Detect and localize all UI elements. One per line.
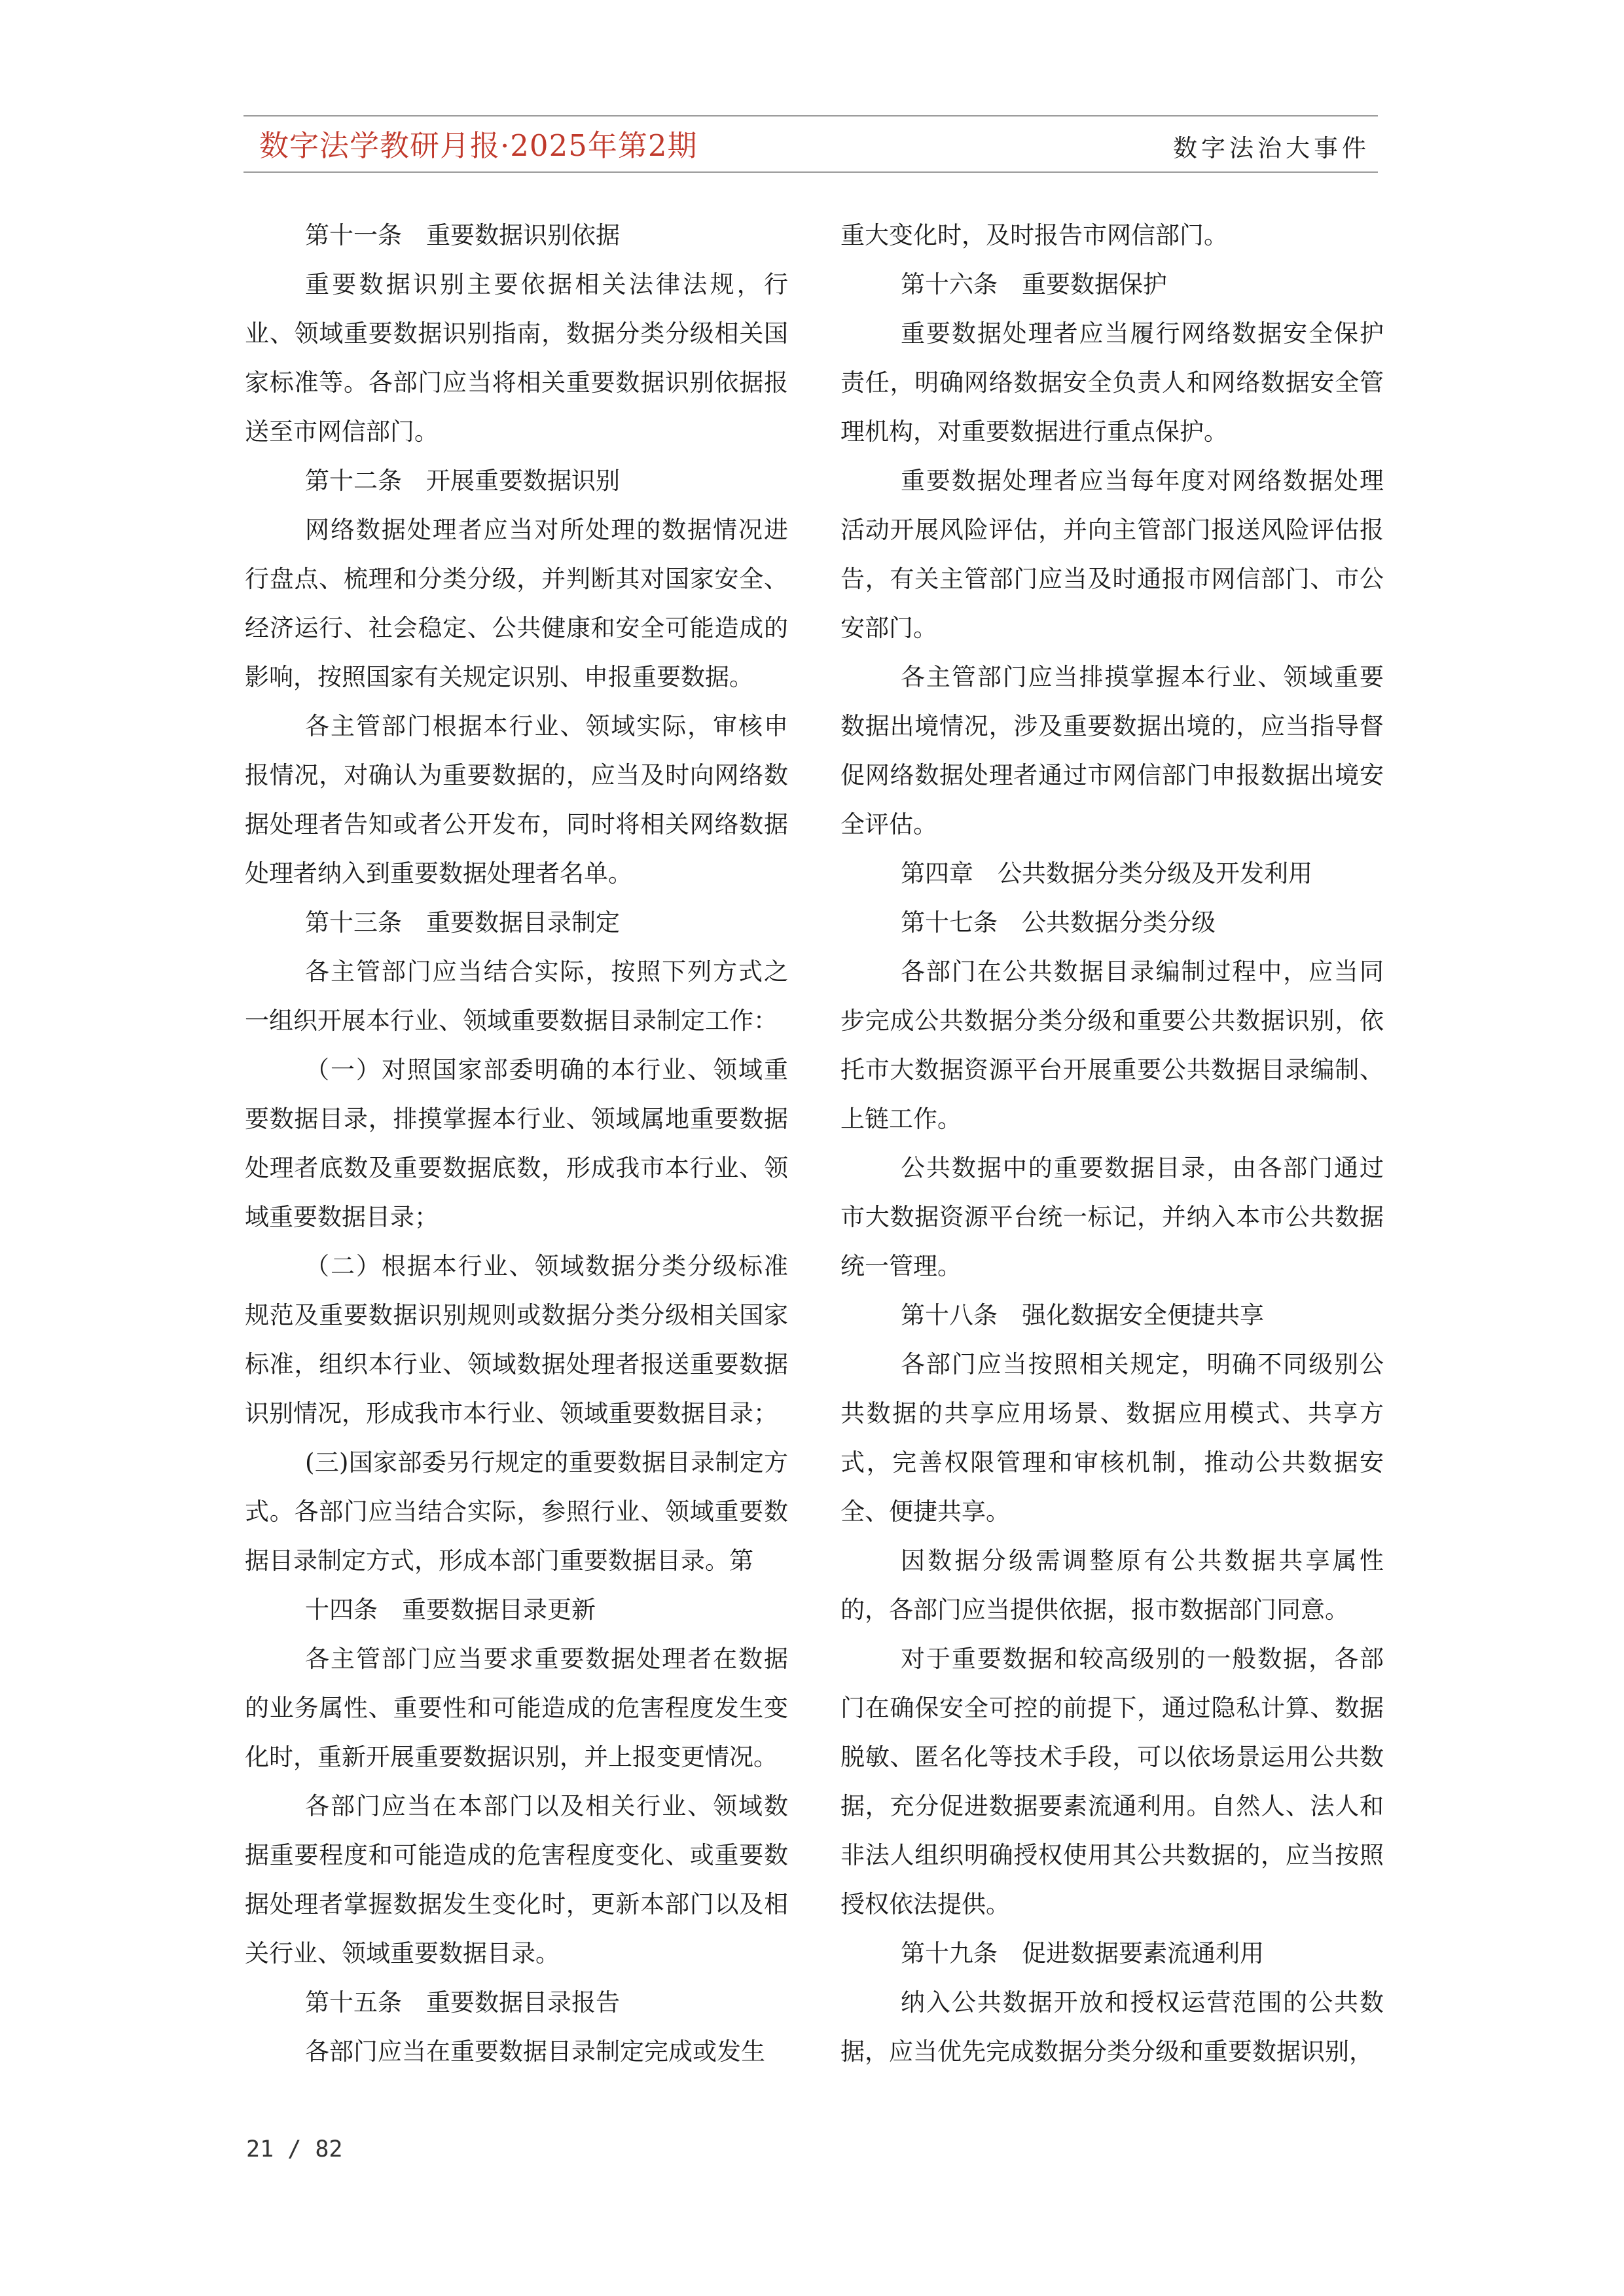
paragraph: 各主管部门应当结合实际，按照下列方式之一组织开展本行业、领域重要数据目录制定工作： bbox=[245, 958, 788, 1035]
paragraph: 重要数据处理者应当每年度对网络数据处理活动开展风险评估，并向主管部门报送风险评估报告，有关主管部门应当及时通报市网信部门、市公安部门。 bbox=[840, 467, 1384, 642]
section-title: 数字法治大事件 bbox=[1173, 134, 1370, 162]
header-top-rule bbox=[244, 115, 1378, 117]
journal-title: 数字法学教研月报·2025年第2期 bbox=[259, 128, 698, 163]
header-bottom-rule bbox=[244, 171, 1378, 173]
paragraph: 重要数据处理者应当履行网络数据安全保护责任，明确网络数据安全负责人和网络数据安全管理机构，对重要数据进行重点保护。 bbox=[840, 319, 1384, 446]
article-heading: 十四条 重要数据目录更新 bbox=[305, 1596, 596, 1624]
paragraph: 公共数据中的重要数据目录，由各部门通过市大数据资源平台统一标记，并纳入本市公共数据统一管理。 bbox=[840, 1154, 1384, 1280]
paragraph: 各主管部门应当要求重要数据处理者在数据的业务属性、重要性和可能造成的危害程度发生变化时，重新开展重要数据识别，并上报变更情况。 bbox=[245, 1645, 788, 1771]
article-heading: 第十九条 促进数据要素流通利用 bbox=[901, 1939, 1264, 1967]
paragraph: 各主管部门应当排摸掌握本行业、领域重要数据出境情况，涉及重要数据出境的，应当指导督促网络数据处理者通过市网信部门申报数据出境安全评估。 bbox=[840, 663, 1384, 838]
article-heading: 第十八条 强化数据安全便捷共享 bbox=[901, 1301, 1264, 1329]
left-column bbox=[245, 211, 788, 2076]
article-heading: 第十二条 开展重要数据识别 bbox=[305, 467, 620, 495]
paragraph: 纳入公共数据开放和授权运营范围的公共数据，应当优先完成数据分类分级和重要数据识别， bbox=[840, 1988, 1384, 2066]
paragraph: 网络数据处理者应当对所处理的数据情况进行盘点、梳理和分类分级，并判断其对国家安全、经济运行、社会稳定、公共健康和安全可能造成的影响，按照国家有关规定识别、申报重要数据。 bbox=[245, 516, 788, 691]
article-heading: 第十五条 重要数据目录报告 bbox=[305, 1988, 620, 2017]
list-item: (三)国家部委另行规定的重要数据目录制定方式。各部门应当结合实际，参照行业、领域重要数据目录制定方式，形成本部门重要数据目录。第 bbox=[245, 1448, 788, 1575]
paragraph: 各主管部门根据本行业、领域实际，审核申报情况，对确认为重要数据的，应当及时向网络数据处理者告知或者公开发布，同时将相关网络数据处理者纳入到重要数据处理者名单。 bbox=[245, 712, 788, 888]
paragraph: 各部门在公共数据目录编制过程中，应当同步完成公共数据分类分级和重要公共数据识别，依托市大数据资源平台开展重要公共数据目录编制、上链工作。 bbox=[840, 958, 1384, 1133]
page-number: 21 / 82 bbox=[246, 2136, 343, 2162]
right-column bbox=[840, 211, 1384, 2076]
list-item: （二）根据本行业、领域数据分类分级标准规范及重要数据识别规则或数据分类分级相关国家标准，组织本行业、领域数据处理者报送重要数据识别情况，形成我市本行业、领域重要数据目录； bbox=[245, 1252, 788, 1427]
paragraph: 因数据分级需调整原有公共数据共享属性的，各部门应当提供依据，报市数据部门同意。 bbox=[840, 1547, 1384, 1624]
paragraph: 对于重要数据和较高级别的一般数据，各部门在确保安全可控的前提下，通过隐私计算、数据脱敏、匿名化等技术手段，可以依场景运用公共数据，充分促进数据要素流通利用。自然人、法人和非法人组织明确授权使用其公共数据的，应当按照授权依法提供。 bbox=[840, 1645, 1384, 1918]
article-heading: 第十一条 重要数据识别依据 bbox=[305, 221, 620, 249]
article-heading: 第十七条 公共数据分类分级 bbox=[901, 908, 1216, 937]
article-heading: 第十三条 重要数据目录制定 bbox=[305, 908, 620, 937]
chapter-heading: 第四章 公共数据分类分级及开发利用 bbox=[901, 859, 1312, 888]
paragraph: 各部门应当在重要数据目录制定完成或发生 bbox=[305, 2037, 765, 2066]
paragraph: 各部门应当在本部门以及相关行业、领域数据重要程度和可能造成的危害程度变化、或重要数据处理者掌握数据发生变化时，更新本部门以及相关行业、领域重要数据目录。 bbox=[245, 1792, 788, 1967]
paragraph: 各部门应当按照相关规定，明确不同级别公共数据的共享应用场景、数据应用模式、共享方式，完善权限管理和审核机制，推动公共数据安全、便捷共享。 bbox=[840, 1350, 1384, 1526]
article-heading: 第十六条 重要数据保护 bbox=[901, 270, 1167, 298]
paragraph-continuation: 重大变化时，及时报告市网信部门。 bbox=[840, 221, 1228, 249]
paragraph: 重要数据识别主要依据相关法律法规，行业、领域重要数据识别指南，数据分类分级相关国家标准等。各部门应当将相关重要数据识别依据报送至市网信部门。 bbox=[245, 270, 788, 446]
list-item: （一）对照国家部委明确的本行业、领域重要数据目录，排摸掌握本行业、领域属地重要数据处理者底数及重要数据底数，形成我市本行业、领域重要数据目录； bbox=[245, 1056, 788, 1231]
